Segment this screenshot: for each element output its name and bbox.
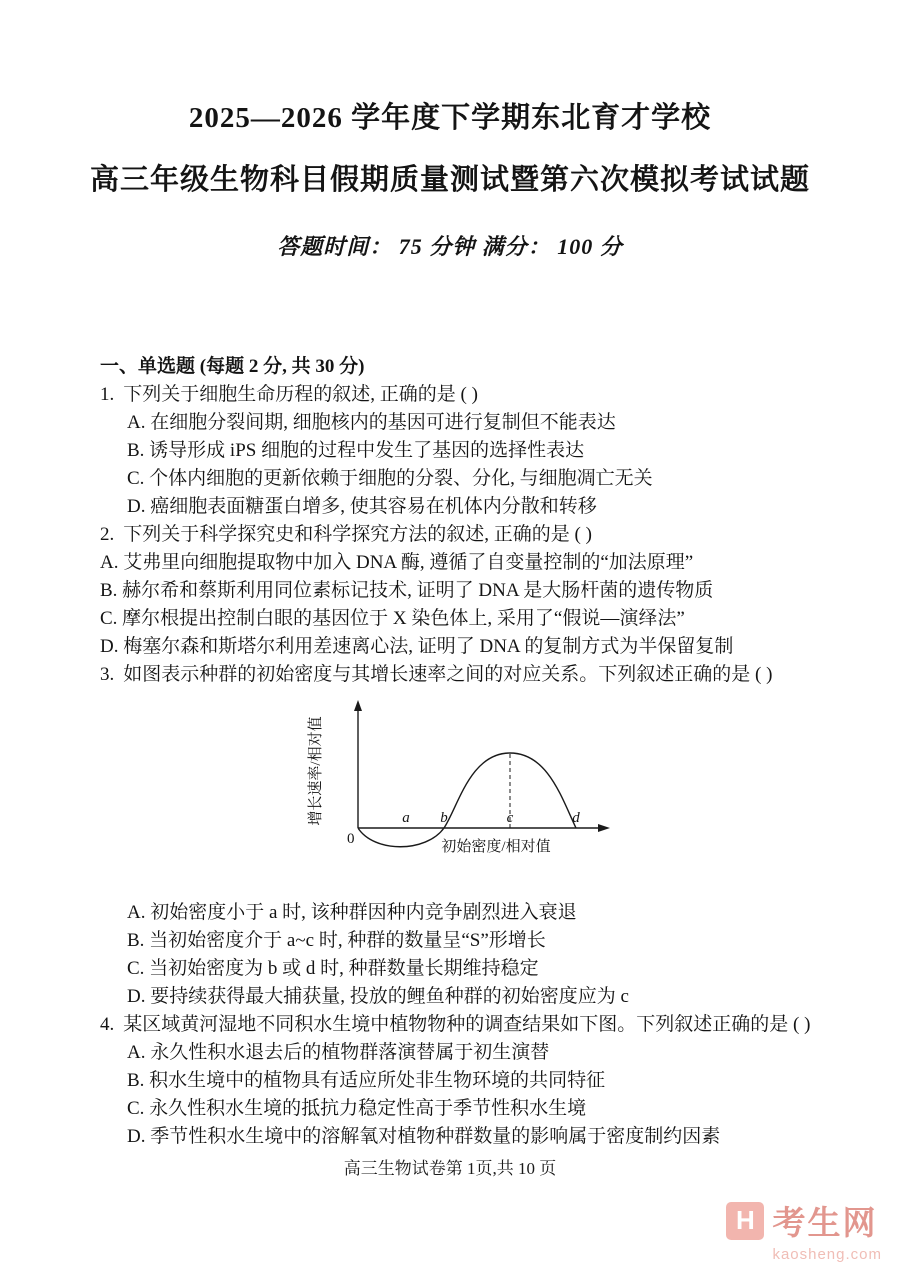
question-3-stem bbox=[100, 661, 862, 689]
y-axis-arrow bbox=[354, 700, 362, 711]
question-1-option-b: B. 诱导形成 iPS 细胞的过程中发生了基因的选择性表达 bbox=[127, 440, 585, 461]
question-1-text: 下列关于细胞生命历程的叙述, 正确的是 ( ) bbox=[123, 384, 478, 405]
question-1 bbox=[100, 381, 862, 521]
tick-c: c bbox=[506, 810, 514, 826]
question-2-number: 2. bbox=[100, 524, 115, 545]
question-1-stem bbox=[100, 381, 862, 409]
question-1-option-d: D. 癌细胞表面糖蛋白增多, 使其容易在机体内分散和转移 bbox=[127, 496, 597, 517]
question-2 bbox=[100, 521, 862, 661]
question-4-option-b: B. 积水生境中的植物具有适应所处非生物环境的共同特征 bbox=[127, 1070, 606, 1091]
question-2-option-c: C. 摩尔根提出控制白眼的基因位于 X 染色体上, 采用了“假说—演绎法” bbox=[100, 608, 685, 629]
question-1-options bbox=[127, 409, 862, 521]
question-4-text: 某区域黄河湿地不同积水生境中植物物种的调查结果如下图。下列叙述正确的是 ( ) bbox=[123, 1014, 811, 1035]
exam-title-line1: 2025—2026 学年度下学期东北育才学校 bbox=[188, 102, 712, 134]
y-axis-label: 增长速率/相对值 bbox=[308, 716, 324, 826]
question-2-stem bbox=[100, 521, 862, 549]
question-2-option-a: A. 艾弗里向细胞提取物中加入 DNA 酶, 遵循了自变量控制的“加法原理” bbox=[100, 552, 694, 573]
question-4-options bbox=[127, 1039, 862, 1151]
question-2-options bbox=[100, 549, 862, 661]
question-3-options bbox=[127, 899, 862, 1011]
growth-rate-curve bbox=[358, 753, 576, 847]
q3-growth-rate-chart bbox=[300, 693, 630, 893]
question-4-option-a: A. 永久性积水退去后的植物群落演替属于初生演替 bbox=[127, 1042, 550, 1063]
question-4-number: 4. bbox=[100, 1014, 115, 1035]
section-heading: 一、单选题 (每题 2 分, 共 30 分) bbox=[100, 356, 365, 377]
kaosheng-watermark bbox=[726, 1197, 882, 1263]
question-4 bbox=[100, 1011, 862, 1151]
x-axis-arrow bbox=[598, 824, 610, 832]
exam-title-line2: 高三年级生物科目假期质量测试暨第六次模拟考试试题 bbox=[89, 164, 810, 196]
origin-label: 0 bbox=[347, 831, 355, 847]
question-2-option-d: D. 梅塞尔森和斯塔尔利用差速离心法, 证明了 DNA 的复制方式为半保留复制 bbox=[100, 636, 734, 657]
exam-body bbox=[100, 353, 862, 1151]
exam-header bbox=[0, 0, 900, 261]
tick-a: a bbox=[402, 810, 410, 826]
question-1-number: 1. bbox=[100, 384, 115, 405]
tick-d: d bbox=[572, 810, 580, 826]
question-2-text: 下列关于科学探究史和科学探究方法的叙述, 正确的是 ( ) bbox=[123, 524, 592, 545]
question-3-option-a: A. 初始密度小于 a 时, 该种群因种内竞争剧烈进入衰退 bbox=[127, 902, 577, 923]
question-3-number: 3. bbox=[100, 664, 115, 685]
question-3-text: 如图表示种群的初始密度与其增长速率之间的对应关系。下列叙述正确的是 ( ) bbox=[123, 664, 773, 685]
question-2-option-b: B. 赫尔希和蔡斯利用同位素标记技术, 证明了 DNA 是大肠杆菌的遗传物质 bbox=[100, 580, 714, 601]
question-1-option-c: C. 个体内细胞的更新依赖于细胞的分裂、分化, 与细胞凋亡无关 bbox=[127, 468, 653, 489]
watermark-site-domain: kaosheng.com bbox=[772, 1246, 882, 1263]
q3-figure bbox=[300, 693, 862, 895]
question-4-option-d: D. 季节性积水生境中的溶解氧对植物种群数量的影响属于密度制约因素 bbox=[127, 1126, 721, 1147]
question-4-stem bbox=[100, 1011, 862, 1039]
question-3-option-b: B. 当初始密度介于 a~c 时, 种群的数量呈“S”形增长 bbox=[127, 930, 546, 951]
question-3-option-d: D. 要持续获得最大捕获量, 投放的鲤鱼种群的初始密度应为 c bbox=[127, 986, 629, 1007]
question-1-option-a: A. 在细胞分裂间期, 细胞核内的基因可进行复制但不能表达 bbox=[127, 412, 616, 433]
exam-info: 答题时间： 75 分钟 满分： 100 分 bbox=[277, 234, 623, 259]
kaosheng-logo-icon: H bbox=[726, 1202, 764, 1240]
question-3 bbox=[100, 661, 862, 1011]
page-footer: 高三生物试卷第 1页,共 10 页 bbox=[343, 1159, 557, 1178]
tick-b: b bbox=[440, 810, 448, 826]
question-3-option-c: C. 当初始密度为 b 或 d 时, 种群数量长期维持稳定 bbox=[127, 958, 539, 979]
x-axis-label: 初始密度/相对值 bbox=[441, 839, 551, 855]
question-4-option-c: C. 永久性积水生境的抵抗力稳定性高于季节性积水生境 bbox=[127, 1098, 587, 1119]
watermark-site-name: 考生网 bbox=[772, 1204, 878, 1241]
